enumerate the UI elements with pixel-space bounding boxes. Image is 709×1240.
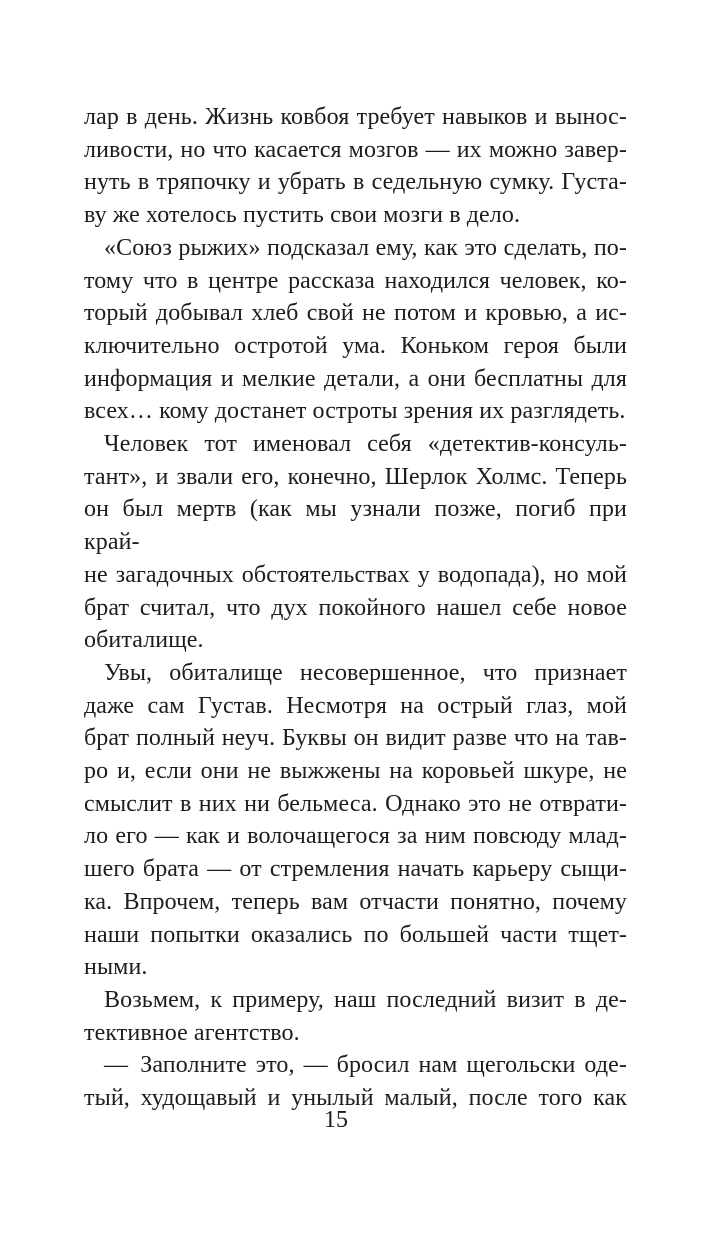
paragraph	[84, 101, 627, 232]
text-line: брат полный неуч. Буквы он видит разве что на тав-	[84, 725, 627, 752]
text-line: лар в день. Жизнь ковбоя требует навыков и вынос-	[84, 104, 627, 130]
page-number: 15	[324, 1107, 348, 1133]
paragraph	[84, 232, 627, 428]
paragraph	[84, 428, 627, 657]
page-text-block	[84, 101, 627, 1115]
text-line: ву же хотелось пустить свои мозги в дело.	[84, 202, 521, 229]
text-line: ка. Впрочем, теперь вам отчасти понятно, почему	[84, 888, 627, 915]
text-line: брат считал, что дух покойного нашел себе новое	[84, 594, 627, 621]
text-line: всех… кому достанет остроты зрения их разглядеть.	[84, 398, 626, 425]
text-line: тый, худощавый и унылый малый, после того как	[84, 1085, 627, 1112]
text-line: нуть в тряпочку и убрать в седельную сумку. Густа-	[84, 169, 627, 196]
text-line: шего брата — от стремления начать карьеру сыщи-	[84, 856, 627, 883]
text-line: Человек тот именовал себя «детектив-консуль-	[104, 431, 627, 458]
text-line: тант», и звали его, конечно, Шерлок Холмс. Теперь	[84, 463, 627, 490]
text-line: тективное агентство.	[84, 1019, 300, 1046]
text-line: ключительно остротой ума. Коньком героя были	[84, 332, 627, 359]
text-line: Возьмем, к примеру, наш последний визит в де-	[104, 986, 627, 1013]
text-line: не загадочных обстоятельствах у водопада), но мой	[84, 561, 627, 588]
text-line: обиталище.	[84, 627, 204, 654]
text-line: тому что в центре рассказа находился человек, ко-	[84, 267, 627, 294]
text-line: ливости, но что касается мозгов — их можно завер-	[84, 136, 627, 163]
text-line: «Союз рыжих» подсказал ему, как это сделать, по-	[104, 234, 627, 261]
text-line: даже сам Густав. Несмотря на острый глаз, мой	[84, 692, 627, 719]
paragraph	[84, 984, 627, 1049]
text-line: торый добывал хлеб свой не потом и кровью, а ис-	[84, 300, 627, 327]
paragraph	[84, 657, 627, 984]
text-line: он был мертв (как мы узнали позже, погиб при край-	[84, 496, 627, 556]
text-line: смыслит в них ни бельмеса. Однако это не отврати-	[84, 790, 627, 817]
text-line: ными.	[84, 954, 148, 981]
text-line: — Заполните это, — бросил нам щегольски оде-	[104, 1052, 627, 1079]
text-line: ро и, если они не выжжены на коровьей шкуре, не	[84, 758, 627, 785]
text-line: информация и мелкие детали, а они бесплатны для	[84, 365, 627, 392]
text-line: ло его — как и волочащегося за ним повсюду млад-	[84, 823, 627, 850]
text-line: наши попытки оказались по большей части тщет-	[84, 921, 627, 948]
text-line: Увы, обиталище несовершенное, что признает	[104, 659, 627, 686]
